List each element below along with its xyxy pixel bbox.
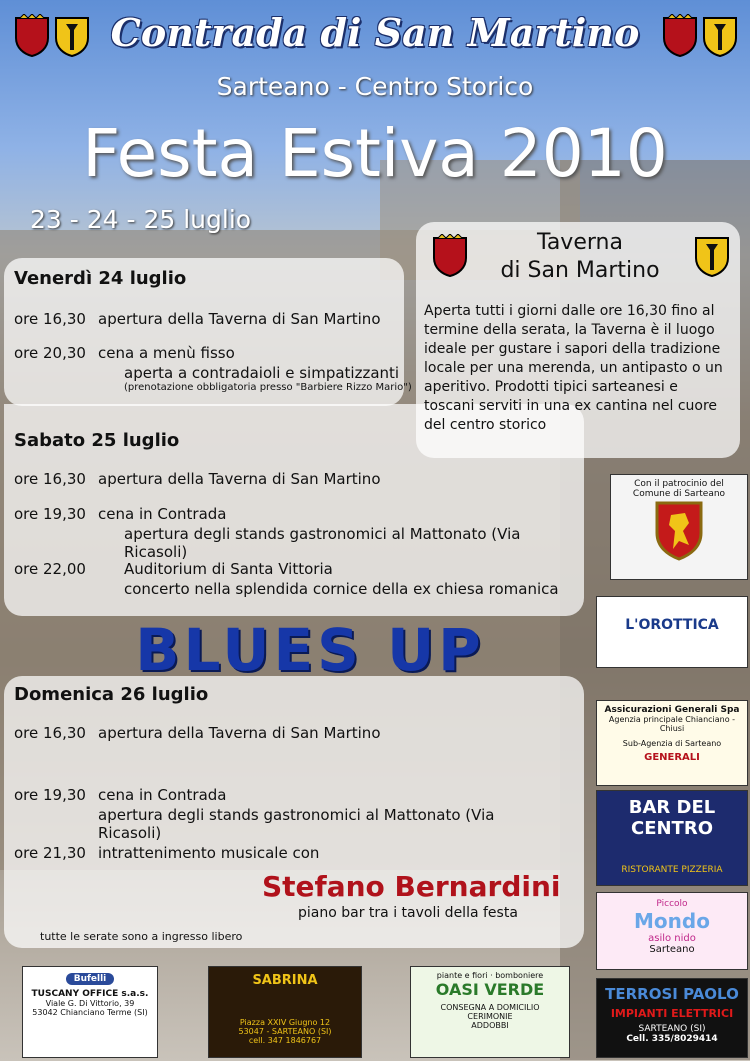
sponsor-ottica-name: L'OROTTICA — [625, 617, 719, 633]
taverna-subtitle: di San Martino — [500, 258, 660, 283]
sponsor-mondo-line2: asilo nido — [648, 933, 696, 944]
sponsor-oasi-line3: CERIMONIE — [467, 1012, 513, 1021]
sponsor-generali-brand: GENERALI — [644, 752, 700, 763]
sponsor-generali-line2: Agenzia principale Chianciano - Chiusi — [608, 715, 736, 733]
sponsor-mondo-small: Piccolo — [656, 899, 688, 909]
sponsor-mondo — [596, 892, 748, 970]
sponsor-tuscany-brand: Bufelli — [66, 973, 115, 985]
sponsor-sabrina-phone: cell. 347 1846767 — [248, 1036, 322, 1045]
sponsor-oasi — [410, 966, 570, 1058]
sponsor-terrosi-line3: SARTEANO (SI) — [638, 1024, 706, 1034]
patronage-line2: Comune di Sarteano — [632, 489, 726, 499]
event-description: Auditorium di Santa Vittoria — [124, 560, 333, 578]
reservation-note: (prenotazione obbligatoria presso "Barbiere Rizzo Mario") — [124, 382, 412, 393]
event-time: ore 21,30 — [14, 844, 86, 862]
sponsor-terrosi-name: TERROSI PAOLO — [605, 985, 739, 1003]
sponsor-tuscany — [22, 966, 158, 1058]
sponsor-tuscany-name: TUSCANY OFFICE s.a.s. — [31, 989, 149, 999]
event-description: intrattenimento musicale con — [98, 844, 320, 862]
sponsor-oasi-line4: ADDOBBI — [471, 1021, 509, 1030]
sunday-heading: Domenica 26 luglio — [14, 684, 209, 705]
sponsor-bar-name: BAR DEL CENTRO — [628, 797, 716, 839]
sponsor-terrosi — [596, 978, 748, 1058]
saturday-heading: Sabato 25 luglio — [14, 430, 180, 451]
poster-subtitle: Sarteano - Centro Storico — [216, 72, 534, 101]
sponsor-tuscany-city: 53042 Chianciano Terme (SI) — [32, 1008, 148, 1017]
event-name: Festa Estiva 2010 — [82, 115, 668, 192]
sponsor-terrosi-phone: Cell. 335/8029414 — [626, 1034, 718, 1044]
sponsor-tuscany-addr: Viale G. Di Vittorio, 39 — [45, 999, 135, 1008]
event-description: apertura degli stands gastronomici al Mattonato (Via Ricasoli) — [124, 525, 521, 561]
event-description: cena in Contrada — [98, 505, 227, 523]
performer-note: piano bar tra i tavoli della festa — [298, 905, 518, 921]
taverna-title: Taverna — [537, 230, 623, 255]
patronage-box — [610, 474, 748, 580]
event-description: cena a menù fisso — [98, 344, 235, 362]
sponsor-oasi-top: piante e fiori · bomboniere — [436, 971, 544, 980]
performer-name: Stefano Bernardini — [262, 870, 561, 903]
event-time: ore 20,30 — [14, 344, 86, 362]
event-description: aperta a contradaioli e simpatizzanti — [124, 364, 400, 382]
sponsor-oasi-name: OASI VERDE — [435, 980, 545, 999]
event-dates: 23 - 24 - 25 luglio — [30, 205, 252, 234]
patronage-line1: Con il patrocinio del — [634, 479, 724, 489]
event-time: ore 16,30 — [14, 310, 86, 328]
sponsor-generali — [596, 700, 748, 786]
event-time: ore 19,30 — [14, 786, 86, 804]
sponsor-sabrina-line2: Piazza XXIV Giugno 12 — [239, 1018, 331, 1027]
sponsor-oasi-line2: CONSEGNA A DOMICILIO — [440, 1003, 540, 1012]
sponsor-mondo-name: Mondo — [634, 909, 710, 933]
sponsor-bar-line2: RISTORANTE PIZZERIA — [621, 865, 723, 875]
sponsor-generali-name: Assicurazioni Generali Spa — [604, 705, 740, 715]
friday-heading: Venerdì 24 luglio — [14, 268, 187, 289]
poster-title: Contrada di San Martino — [110, 10, 640, 55]
sponsor-sabrina-line3: 53047 - SARTEANO (SI) — [238, 1027, 332, 1036]
band-name: BLUES UP — [135, 616, 485, 684]
free-entry-note: tutte le serate sono a ingresso libero — [40, 930, 243, 943]
taverna-description: Aperta tutti i giorni dalle ore 16,30 fino al termine della serata, la Taverna è il luogo ideale per gustare i sapori della tradizione locale per una merenda, un antipasto o un aperitivo. Prodotti tipici sarteanesi e toscani serviti in una ex cantina nel cuore del centro storico — [424, 303, 723, 433]
event-description: apertura degli stands gastronomici al Mattonato (Via Ricasoli) — [98, 806, 495, 842]
sponsor-ottica — [596, 596, 748, 668]
event-description: apertura della Taverna di San Martino — [98, 724, 381, 742]
event-time: ore 16,30 — [14, 724, 86, 742]
event-time: ore 16,30 — [14, 470, 86, 488]
sponsor-mondo-line3: Sarteano — [649, 944, 695, 955]
event-description: cena in Contrada — [98, 786, 227, 804]
event-description: apertura della Taverna di San Martino — [98, 310, 381, 328]
sarteano-coat-of-arms-icon — [655, 501, 703, 561]
sponsor-bar — [596, 790, 748, 886]
event-time: ore 19,30 — [14, 505, 86, 523]
sponsor-terrosi-line2: IMPIANTI ELETTRICI — [610, 1007, 734, 1020]
sponsor-generali-line3: Sub-Agenzia di Sarteano — [622, 739, 722, 748]
event-description: apertura della Taverna di San Martino — [98, 470, 381, 488]
event-description: concerto nella splendida cornice della ex chiesa romanica — [124, 580, 559, 598]
sponsor-sabrina — [208, 966, 362, 1058]
event-time: ore 22,00 — [14, 560, 86, 578]
sponsor-sabrina-name: SABRINA — [252, 973, 318, 988]
